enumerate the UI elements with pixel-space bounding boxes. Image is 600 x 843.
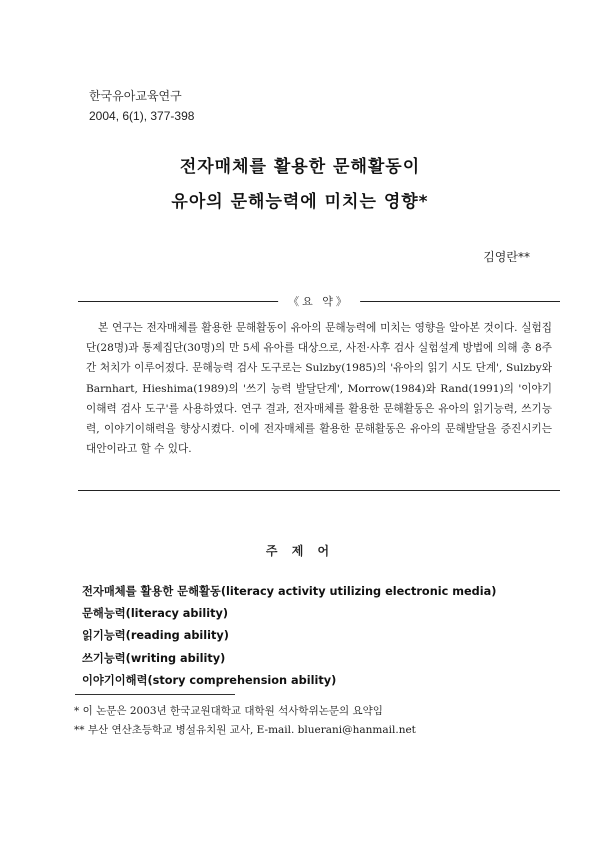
- footnotes: [74, 702, 416, 740]
- keywords-heading: 주 제 어: [265, 544, 335, 558]
- author-name: 김영란**: [483, 250, 530, 264]
- footnote-rule: [75, 694, 235, 695]
- footnote-2: ** 부산 연산초등학교 병설유치원 교사, E-mail. bluerani@hanmail.net: [74, 724, 416, 736]
- paper-title-line-2: 유아의 문해능력에 미치는 영향*: [171, 192, 429, 212]
- footnote-1: * 이 논문은 2003년 한국교원대학교 대학원 석사학위논문의 요약임: [74, 705, 383, 717]
- abstract-text: 본 연구는 전자매체를 활용한 문해활동이 유아의 문해능력에 미치는 영향을 알아본 것이다. 실험집단(28명)과 통제집단(30명)의 만 5세 유아를 대상으로, 사전·사후 검사 실험설계 방법에 의해 총 8주간 처치가 이루어졌다. 문해능력 검사 도구로는 Sulzby(1985)의 '유아의 읽기 시도 단계', Sulzby와 Barnhart, Hieshima(1989)의 '쓰기 능력 발달단계', Morrow(1984)와 Rand(1991)의 '이야기이해력 검사 도구'를 사용하였다. 연구 결과, 전자매체를 활용한 문해활동은 유아의 읽기능력, 쓰기능력, 이야기이해력을 향상시켰다. 이에 전자매체를 활용한 문해활동은 유아의 문해발달을 증진시키는 대안이라고 할 수 있다.: [86, 322, 552, 456]
- keyword-item: 이야기이해력(story comprehension ability): [82, 673, 337, 687]
- keywords-list: [82, 581, 496, 692]
- journal-info: [89, 86, 194, 126]
- abstract-heading: 《요 약》: [278, 293, 360, 309]
- keyword-item: 문해능력(literacy ability): [82, 607, 229, 621]
- keyword-item: 읽기능력(reading ability): [82, 629, 229, 643]
- paper-title-line-1: 전자매체를 활용한 문해활동이: [179, 157, 421, 177]
- abstract-header: [78, 294, 560, 308]
- abstract-bottom-rule: [78, 490, 560, 491]
- journal-citation: 2004, 6(1), 377-398: [89, 109, 195, 123]
- journal-name: 한국유아교육연구: [89, 89, 182, 103]
- keyword-item: 전자매체를 활용한 문해활동(literacy activity utilizing electronic media): [82, 585, 497, 598]
- abstract-body: [86, 318, 552, 459]
- keyword-item: 쓰기능력(writing ability): [82, 651, 226, 665]
